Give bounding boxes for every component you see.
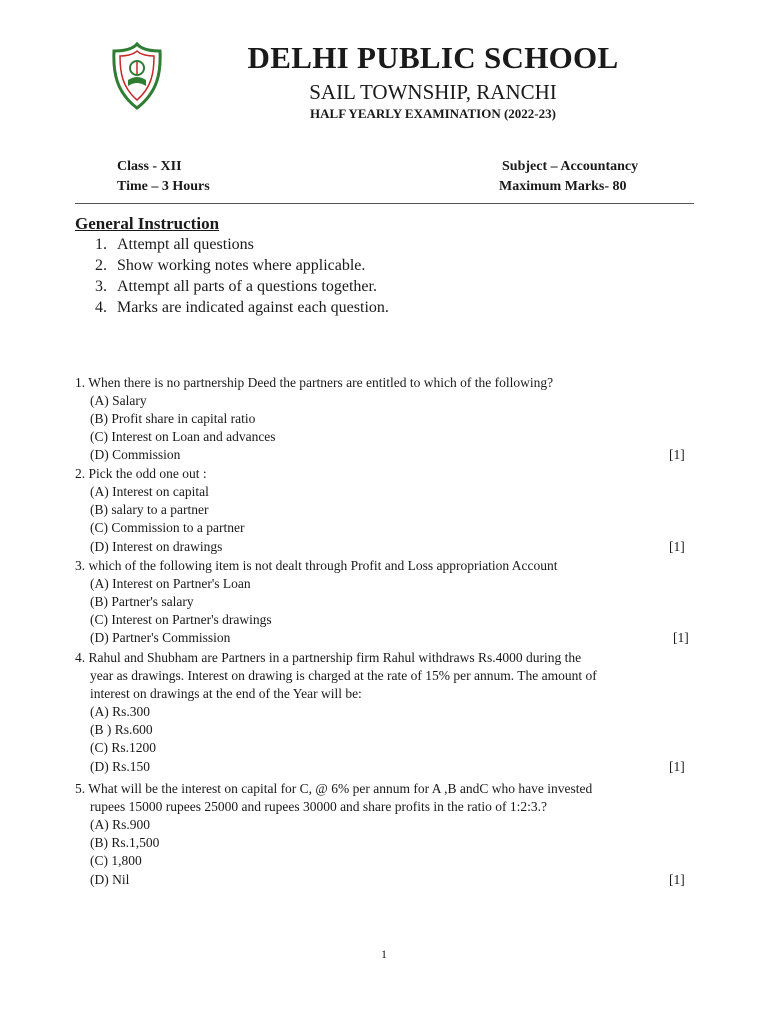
question-5-text: 5. What will be the interest on capital for C, @ 6% per annum for A ,B andC who have invested <box>75 781 593 796</box>
question-5-marks: [1] <box>669 872 685 887</box>
question-3-option-a: (A) Interest on Partner's Loan <box>90 576 251 591</box>
question-2-option-b: (B) salary to a partner <box>90 502 209 517</box>
max-marks-label: Maximum Marks- 80 <box>499 179 627 194</box>
question-5-option-b: (B) Rs.1,500 <box>90 835 160 850</box>
instruction-item <box>95 278 377 296</box>
question-1-option-d: (D) Commission <box>90 447 181 462</box>
question-1-option-a: (A) Salary <box>90 393 147 408</box>
instruction-number: 3. <box>95 278 107 295</box>
instruction-number: 1. <box>95 236 107 253</box>
question-5-option-d: (D) Nil <box>90 872 130 887</box>
question-1-option-c: (C) Interest on Loan and advances <box>90 429 276 444</box>
question-2-option-d: (D) Interest on drawings <box>90 539 223 554</box>
class-label: Class - XII <box>117 159 182 174</box>
instruction-item <box>95 257 365 275</box>
question-4-option-a: (A) Rs.300 <box>90 704 150 719</box>
question-4-option-c: (C) Rs.1200 <box>90 740 157 755</box>
question-5-text-line-2: rupees 15000 rupees 25000 and rupees 30000 and share profits in the ratio of 1:2:3.? <box>90 799 548 814</box>
instruction-text: Show working notes where applicable. <box>117 257 366 274</box>
subject-label: Subject – Accountancy <box>502 159 639 174</box>
school-location: SAIL TOWNSHIP, RANCHI <box>309 80 557 104</box>
exam-title: HALF YEARLY EXAMINATION (2022-23) <box>310 106 556 121</box>
question-1-marks: [1] <box>669 447 685 462</box>
question-2-marks: [1] <box>669 539 685 554</box>
instruction-text: Marks are indicated against each question. <box>117 299 389 316</box>
question-3-marks: [1] <box>673 630 689 645</box>
instruction-text: Attempt all questions <box>117 236 254 253</box>
question-4-text-line-2: year as drawings. Interest on drawing is charged at the rate of 15% per annum. The amount of <box>90 668 597 683</box>
question-4-option-d: (D) Rs.150 <box>90 759 150 774</box>
question-2-option-a: (A) Interest on capital <box>90 484 209 499</box>
question-4-option-b: (B ) Rs.600 <box>90 722 153 737</box>
instruction-text: Attempt all parts of a questions together. <box>117 278 377 295</box>
instruction-item <box>95 299 389 317</box>
question-2-option-c: (C) Commission to a partner <box>90 520 245 535</box>
page-number: 1 <box>381 947 387 961</box>
instruction-number: 2. <box>95 257 107 274</box>
question-2-text: 2. Pick the odd one out : <box>75 466 207 481</box>
question-5-option-a: (A) Rs.900 <box>90 817 150 832</box>
question-3-option-c: (C) Interest on Partner's drawings <box>90 612 272 627</box>
instructions-heading: General Instruction <box>75 214 220 233</box>
question-4-text: 4. Rahul and Shubham are Partners in a partnership firm Rahul withdraws Rs.4000 during the <box>75 650 582 665</box>
instruction-item <box>95 236 254 254</box>
question-5-option-c: (C) 1,800 <box>90 853 142 868</box>
school-name: DELHI PUBLIC SCHOOL <box>247 40 619 75</box>
question-4-marks: [1] <box>669 759 685 774</box>
question-4-text-line-3: interest on drawings at the end of the Year will be: <box>90 686 362 701</box>
time-label: Time – 3 Hours <box>117 179 210 194</box>
question-3-option-b: (B) Partner's salary <box>90 594 194 609</box>
instruction-number: 4. <box>95 299 107 316</box>
question-1-option-b: (B) Profit share in capital ratio <box>90 411 256 426</box>
header-divider <box>75 203 694 204</box>
question-1-text: 1. When there is no partnership Deed the partners are entitled to which of the following? <box>75 375 554 390</box>
question-3-option-d: (D) Partner's Commission <box>90 630 231 645</box>
question-3-text: 3. which of the following item is not dealt through Profit and Loss appropriation Account <box>75 558 558 573</box>
